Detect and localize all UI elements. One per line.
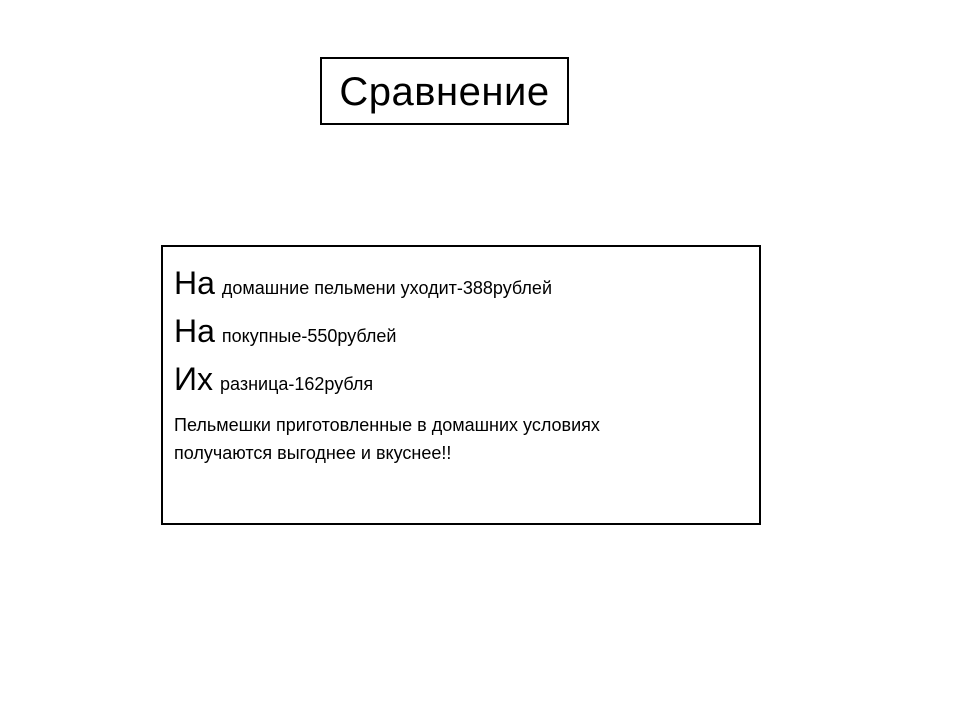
slide-title: Сравнение bbox=[339, 70, 550, 114]
comparison-box bbox=[161, 245, 761, 525]
comparison-line-text: разница-162рубля bbox=[220, 374, 374, 394]
comparison-line-lead: На bbox=[174, 265, 215, 301]
comparison-line-home bbox=[174, 261, 749, 309]
title-box bbox=[320, 57, 569, 125]
comparison-line-difference bbox=[174, 357, 749, 405]
comparison-line-lead: Их bbox=[174, 361, 213, 397]
conclusion-line: Пельмешки приготовленные в домашних условиях bbox=[174, 415, 600, 435]
comparison-line-store bbox=[174, 309, 749, 357]
comparison-line-lead: На bbox=[174, 313, 215, 349]
conclusion-text bbox=[174, 411, 734, 467]
comparison-line-text: покупные-550рублей bbox=[221, 326, 397, 346]
conclusion-line: получаются выгоднее и вкуснее!! bbox=[174, 443, 452, 463]
comparison-line-text: домашние пельмени уходит-388рублей bbox=[221, 278, 552, 298]
